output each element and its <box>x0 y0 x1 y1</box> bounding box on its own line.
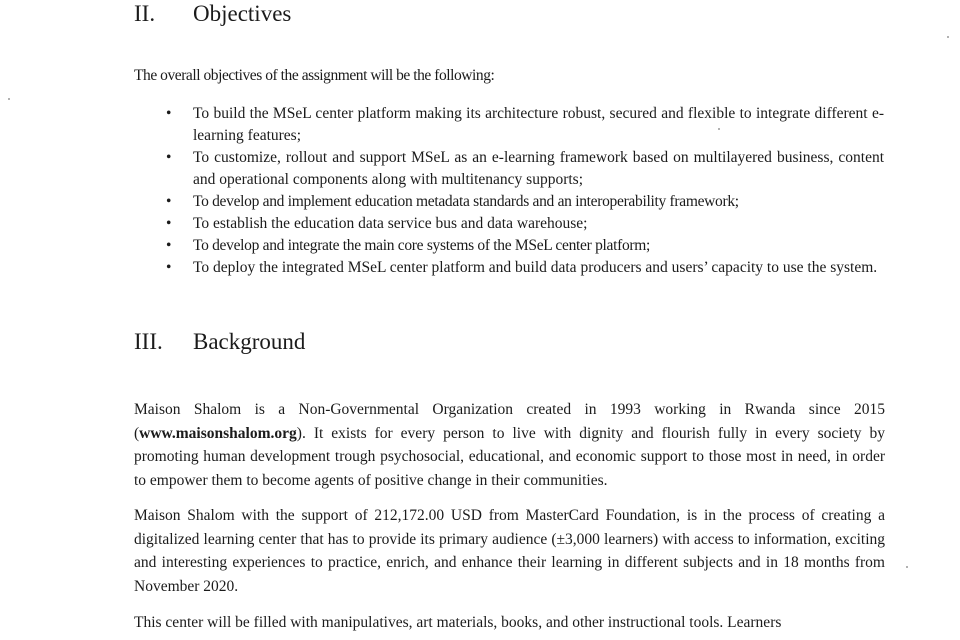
objectives-intro: The overall objectives of the assignment will be the following: <box>134 67 495 84</box>
section-heading-objectives <box>134 0 291 28</box>
list-item-text: To establish the education data service bus and data warehouse; <box>193 215 588 232</box>
background-paragraph-1 <box>134 398 885 492</box>
section-number: II. <box>134 1 156 26</box>
list-item-text: To customize, rollout and support MSeL as an e-learning framework based on multilayered business, content and operational components along with multitenancy supports; <box>193 149 884 188</box>
scan-speck <box>947 36 949 38</box>
background-paragraph-3: This center will be filled with manipulatives, art materials, books, and other instructional tools. Learners <box>134 614 782 631</box>
objectives-list <box>134 103 884 279</box>
scan-speck <box>718 128 720 130</box>
list-item <box>134 147 884 191</box>
section-title: Background <box>193 329 306 354</box>
paragraph-text: ). It exists for every person to live with dignity and flourish fully in every society by promoting human development trough psychosocial, educational, and economic support to those most in need, in order to empower them to become agents of positive change in their communities. <box>134 424 885 489</box>
bullet-icon: • <box>166 259 172 276</box>
list-item <box>134 257 884 279</box>
list-item-text: To deploy the integrated MSeL center platform and build data producers and users’ capacity to use the system. <box>193 259 878 276</box>
bullet-icon: • <box>166 237 172 254</box>
list-item-text: To develop and implement education metadata standards and an interoperability framework; <box>193 193 739 210</box>
bullet-icon: • <box>166 215 172 232</box>
list-item <box>134 235 884 257</box>
list-item <box>134 191 884 213</box>
list-item-text: To build the MSeL center platform making its architecture robust, secured and flexible to integrate different e-learning features; <box>193 105 884 144</box>
list-item <box>134 103 884 147</box>
scan-speck <box>906 566 908 568</box>
background-paragraph-2: Maison Shalom with the support of 212,172.00 USD from MasterCard Foundation, is in the process of creating a digitalized learning center that has to provide its primary audience (±3,000 learners) with access to information, exciting and interesting experiences to practice, enrich, and enhance their learning in different subjects and in 18 months from November 2020. <box>134 507 885 595</box>
section-heading-background <box>134 328 305 356</box>
bullet-icon: • <box>166 105 172 122</box>
paragraph-text: Maison Shalom is a Non-Governmental Organization created in 1993 working in Rwanda since 2015 ( <box>134 401 885 442</box>
section-title: Objectives <box>193 1 292 26</box>
list-item <box>134 213 884 235</box>
list-item-text: To develop and integrate the main core systems of the MSeL center platform; <box>193 237 651 254</box>
bullet-icon: • <box>166 149 172 166</box>
scan-speck <box>8 98 10 100</box>
section-number: III. <box>134 329 163 354</box>
website-link[interactable]: www.maisonshalom.org <box>139 424 297 442</box>
bullet-icon: • <box>166 193 172 210</box>
